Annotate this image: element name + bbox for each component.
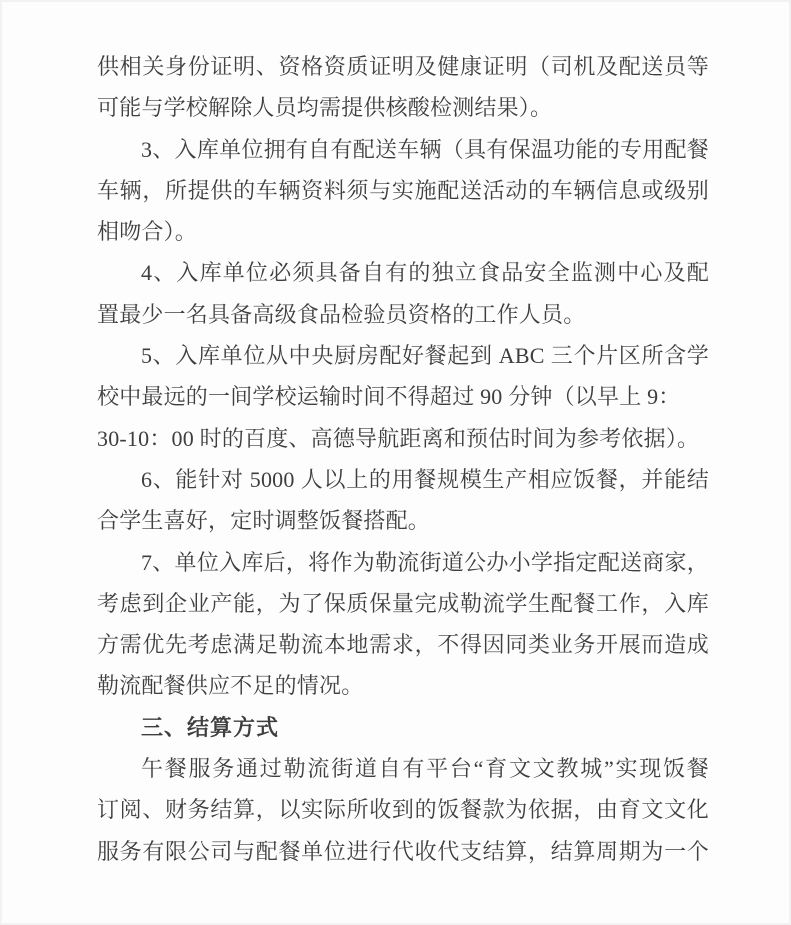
text-line: 方需优先考虑满足勒流本地需求，不得因同类业务开展而造成: [97, 632, 709, 658]
text-line: 3、入库单位拥有自有配送车辆（具有保温功能的专用配餐: [141, 136, 709, 162]
text-line: 7、单位入库后，将作为勒流街道公办小学指定配送商家，: [141, 549, 709, 575]
text-line: 校中最远的一间学校运输时间不得超过 90 分钟（以早上 9：: [97, 384, 681, 410]
text-line: 车辆，所提供的车辆资料须与实施配送活动的车辆信息或级别: [97, 177, 709, 203]
text-line: 服务有限公司与配餐单位进行代收代支结算，结算周期为一个: [97, 838, 709, 864]
section-heading: 三、结算方式: [141, 714, 280, 740]
text-line: 供相关身份证明、资格资质证明及健康证明（司机及配送员等: [97, 54, 709, 79]
text-line: 合学生喜好，定时调整饭餐搭配。: [97, 508, 431, 534]
text-line: 考虑到企业产能，为了保质保量完成勒流学生配餐工作，入库: [97, 590, 709, 616]
text-line: 勒流配餐供应不足的情况。: [97, 673, 364, 699]
text-line: 置最少一名具备高级食品检验员资格的工作人员。: [97, 301, 586, 327]
text-line: 4、入库单位必须具备自有的独立食品安全监测中心及配: [141, 260, 709, 286]
text-line: 相吻合）。: [97, 219, 198, 245]
text-line: 午餐服务通过勒流街道自有平台“育文文教城”实现饭餐: [141, 756, 709, 782]
text-line: 5、入库单位从中央厨房配好餐起到 ABC 三个片区所含学: [141, 343, 709, 369]
text-line: 30-10：00 时的百度、高德导航距离和预估时间为参考依据）。: [97, 425, 700, 451]
text-line: 订阅、财务结算，以实际所收到的饭餐款为依据，由育文文化: [97, 797, 709, 823]
text-line: 可能与学校解除人员均需提供核酸检测结果）。: [97, 95, 553, 121]
text-line: 6、能针对 5000 人以上的用餐规模生产相应饭餐，并能结: [141, 466, 709, 492]
